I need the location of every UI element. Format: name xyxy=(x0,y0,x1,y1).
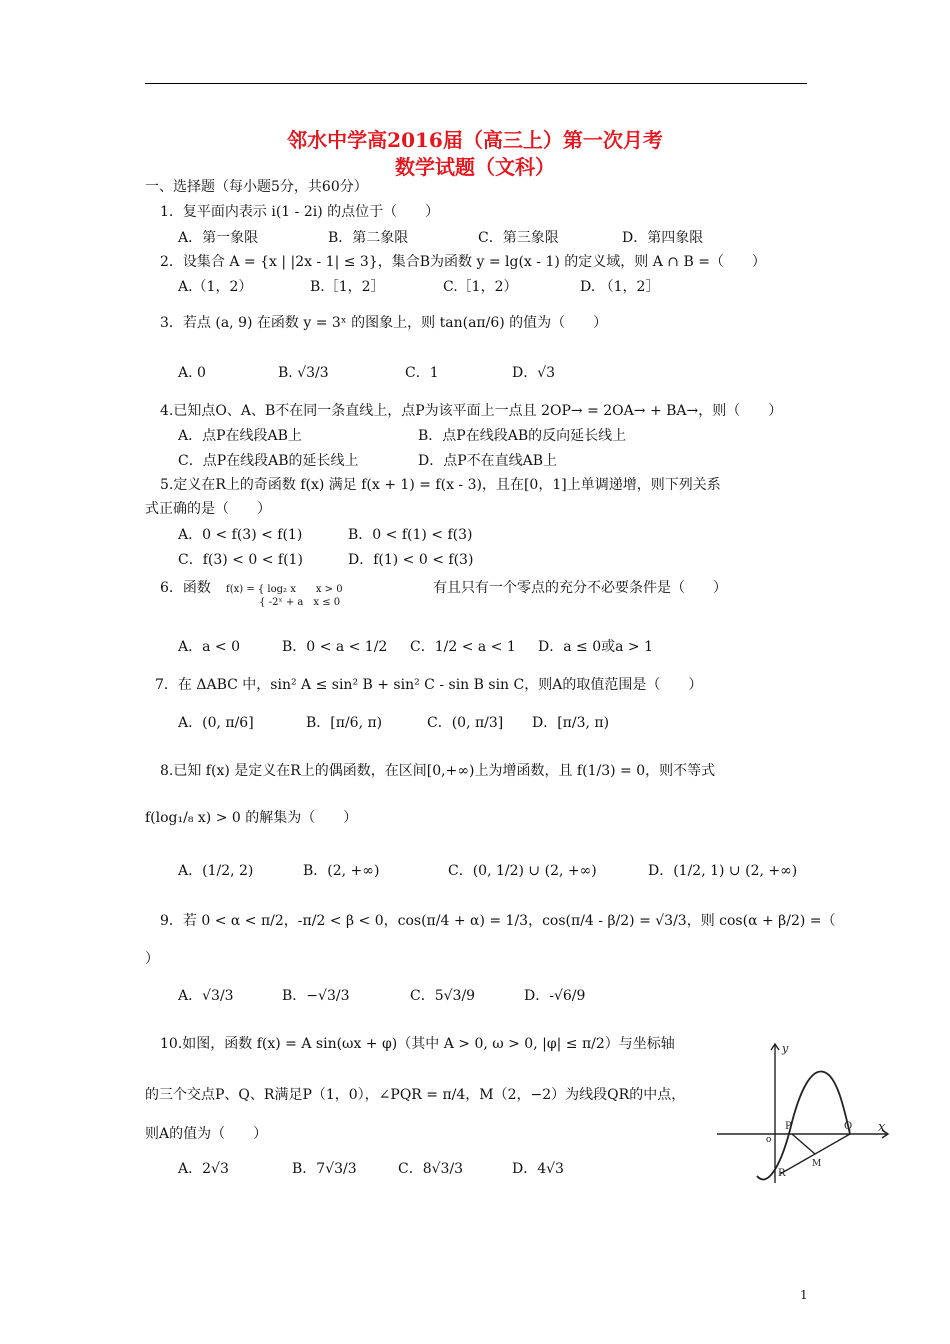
q6-option-d: D．a ≤ 0或a > 1 xyxy=(538,639,653,655)
section-heading: 一、选择题（每小题5分，共60分） xyxy=(145,179,368,195)
q2-option-a: A.（1，2） xyxy=(178,279,253,295)
q5-stem-continued: 式正确的是（ ） xyxy=(145,501,271,517)
q3-option-c: C．1 xyxy=(405,365,439,381)
q5-stem: 5.定义在R上的奇函数 f(x) 满足 f(x + 1) = f(x - 3)，且在[0，1]上单调递增，则下列关系 xyxy=(160,477,721,493)
q1-option-c: C．第三象限 xyxy=(478,230,559,246)
q10-sine-graph xyxy=(712,1038,897,1186)
q9-option-a: A．√3/3 xyxy=(178,988,234,1004)
sine-curve xyxy=(757,1071,853,1179)
point-m-label: M xyxy=(812,1159,822,1169)
origin-label: o xyxy=(766,1135,772,1145)
q1-option-b: B．第二象限 xyxy=(328,230,409,246)
q3-stem: 3．若点 (a, 9) 在函数 y = 3ˣ 的图象上，则 tan(aπ/6) 的值为（ ） xyxy=(160,315,608,331)
exam-subtitle: 数学试题（文科） xyxy=(395,155,555,179)
q10-stem-continued: 的三个交点P、Q、R满足P（1，0），∠PQR = π/4，M（2，−2）为线段QR的中点， xyxy=(145,1087,686,1103)
q8-option-d: D．(1/2, 1) ∪ (2, +∞) xyxy=(648,863,798,879)
q4-option-d: D．点P不在直线AB上 xyxy=(418,453,558,469)
q9-option-d: D．-√6/9 xyxy=(524,988,586,1004)
q6-option-b: B．0 < a < 1/2 xyxy=(282,639,388,655)
q2-option-c: C.［1，2） xyxy=(443,279,518,295)
q4-option-b: B．点P在线段AB的反向延长线上 xyxy=(418,428,627,444)
q2-option-b: B.［1，2］ xyxy=(310,279,385,295)
header-rule xyxy=(145,83,807,84)
x-label: x xyxy=(878,1120,886,1135)
q10-stem-end: 则A的值为（ ） xyxy=(145,1126,268,1142)
q7-stem: 7．在 ΔABC 中，sin² A ≤ sin² B + sin² C - sin B sin C，则A的取值范围是（ ） xyxy=(155,677,703,693)
q5-option-a: A．0 < f(3) < f(1) xyxy=(178,527,303,543)
q3-option-b: B. √3/3 xyxy=(278,365,329,381)
q4-option-a: A．点P在线段AB上 xyxy=(178,428,302,444)
q10-stem: 10.如图，函数 f(x) = A sin(ωx + φ)（其中 A > 0, ω > 0, |φ| ≤ π/2）与坐标轴 xyxy=(160,1036,675,1052)
point-r-label: R xyxy=(778,1168,786,1179)
q6-stem-suffix: 有且只有一个零点的充分不必要条件是（ ） xyxy=(433,580,727,596)
q6-piecewise-bottom: { -2ˣ + a x ≤ 0 xyxy=(226,597,341,608)
q8-stem-continued: f(log₁/₈ x) > 0 的解集为（ ） xyxy=(145,810,358,826)
q3-option-d: D．√3 xyxy=(512,365,556,381)
q6-option-a: A．a < 0 xyxy=(178,639,240,655)
q9-option-b: B．−√3/3 xyxy=(282,988,350,1004)
q8-stem: 8.已知 f(x) 是定义在R上的偶函数，在区间[0,+∞)上为增函数，且 f(1/3) = 0，则不等式 xyxy=(160,763,716,779)
q6-piecewise-top: f(x) = { log₂ x x > 0 xyxy=(226,584,343,595)
q8-option-b: B．(2, +∞) xyxy=(303,863,380,879)
segment-pm xyxy=(792,1134,815,1154)
q4-stem: 4.已知点O、A、B不在同一条直线上，点P为该平面上一点且 2OP→ = 2OA→ + BA→，则（ ） xyxy=(160,403,783,419)
q5-option-c: C．f(3) < 0 < f(1) xyxy=(178,552,303,568)
q10-option-d: D．4√3 xyxy=(512,1161,564,1177)
q4-option-c: C．点P在线段AB的延长线上 xyxy=(178,453,359,469)
q1-option-d: D．第四象限 xyxy=(622,230,704,246)
q2-option-d: D. （1，2］ xyxy=(580,279,660,295)
q8-option-a: A．(1/2, 2) xyxy=(178,863,254,879)
q1-option-a: A．第一象限 xyxy=(178,230,259,246)
q7-option-d: D．[π/3, π) xyxy=(532,715,610,731)
point-p-label: P xyxy=(785,1121,792,1132)
exam-title: 邻水中学高2016届（高三上）第一次月考 xyxy=(287,128,663,152)
q6-option-c: C．1/2 < a < 1 xyxy=(410,639,516,655)
q1-stem: 1．复平面内表示 i(1 - 2i) 的点位于（ ） xyxy=(160,204,440,220)
q3-option-a: A. 0 xyxy=(178,365,206,381)
q7-option-c: C．(0, π/3] xyxy=(427,715,504,731)
y-label: y xyxy=(782,1042,789,1055)
q9-stem-continued: ） xyxy=(145,951,159,967)
q5-option-d: D．f(1) < 0 < f(3) xyxy=(348,552,474,568)
q5-option-b: B．0 < f(1) < f(3) xyxy=(348,527,473,543)
q8-option-c: C．(0, 1/2) ∪ (2, +∞) xyxy=(448,863,597,879)
q10-option-c: C．8√3/3 xyxy=(398,1161,464,1177)
q7-option-a: A．(0, π/6] xyxy=(178,715,254,731)
q2-stem: 2．设集合 A = {x | |2x - 1| ≤ 3}，集合B为函数 y = lg(x - 1) 的定义域，则 A ∩ B =（ ） xyxy=(160,254,766,270)
q9-stem: 9．若 0 < α < π/2，-π/2 < β < 0，cos(π/4 + α) = 1/3，cos(π/4 - β/2) = √3/3，则 cos(α + β/2) =（ xyxy=(160,913,836,929)
point-q-label: Q xyxy=(844,1121,853,1132)
q6-stem-prefix: 6．函数 xyxy=(160,580,211,596)
q7-option-b: B．[π/6, π) xyxy=(306,715,383,731)
q10-option-b: B．7√3/3 xyxy=(292,1161,357,1177)
page-number: 1 xyxy=(800,1288,808,1302)
q10-option-a: A．2√3 xyxy=(178,1161,229,1177)
q9-option-c: C．5√3/9 xyxy=(410,988,476,1004)
